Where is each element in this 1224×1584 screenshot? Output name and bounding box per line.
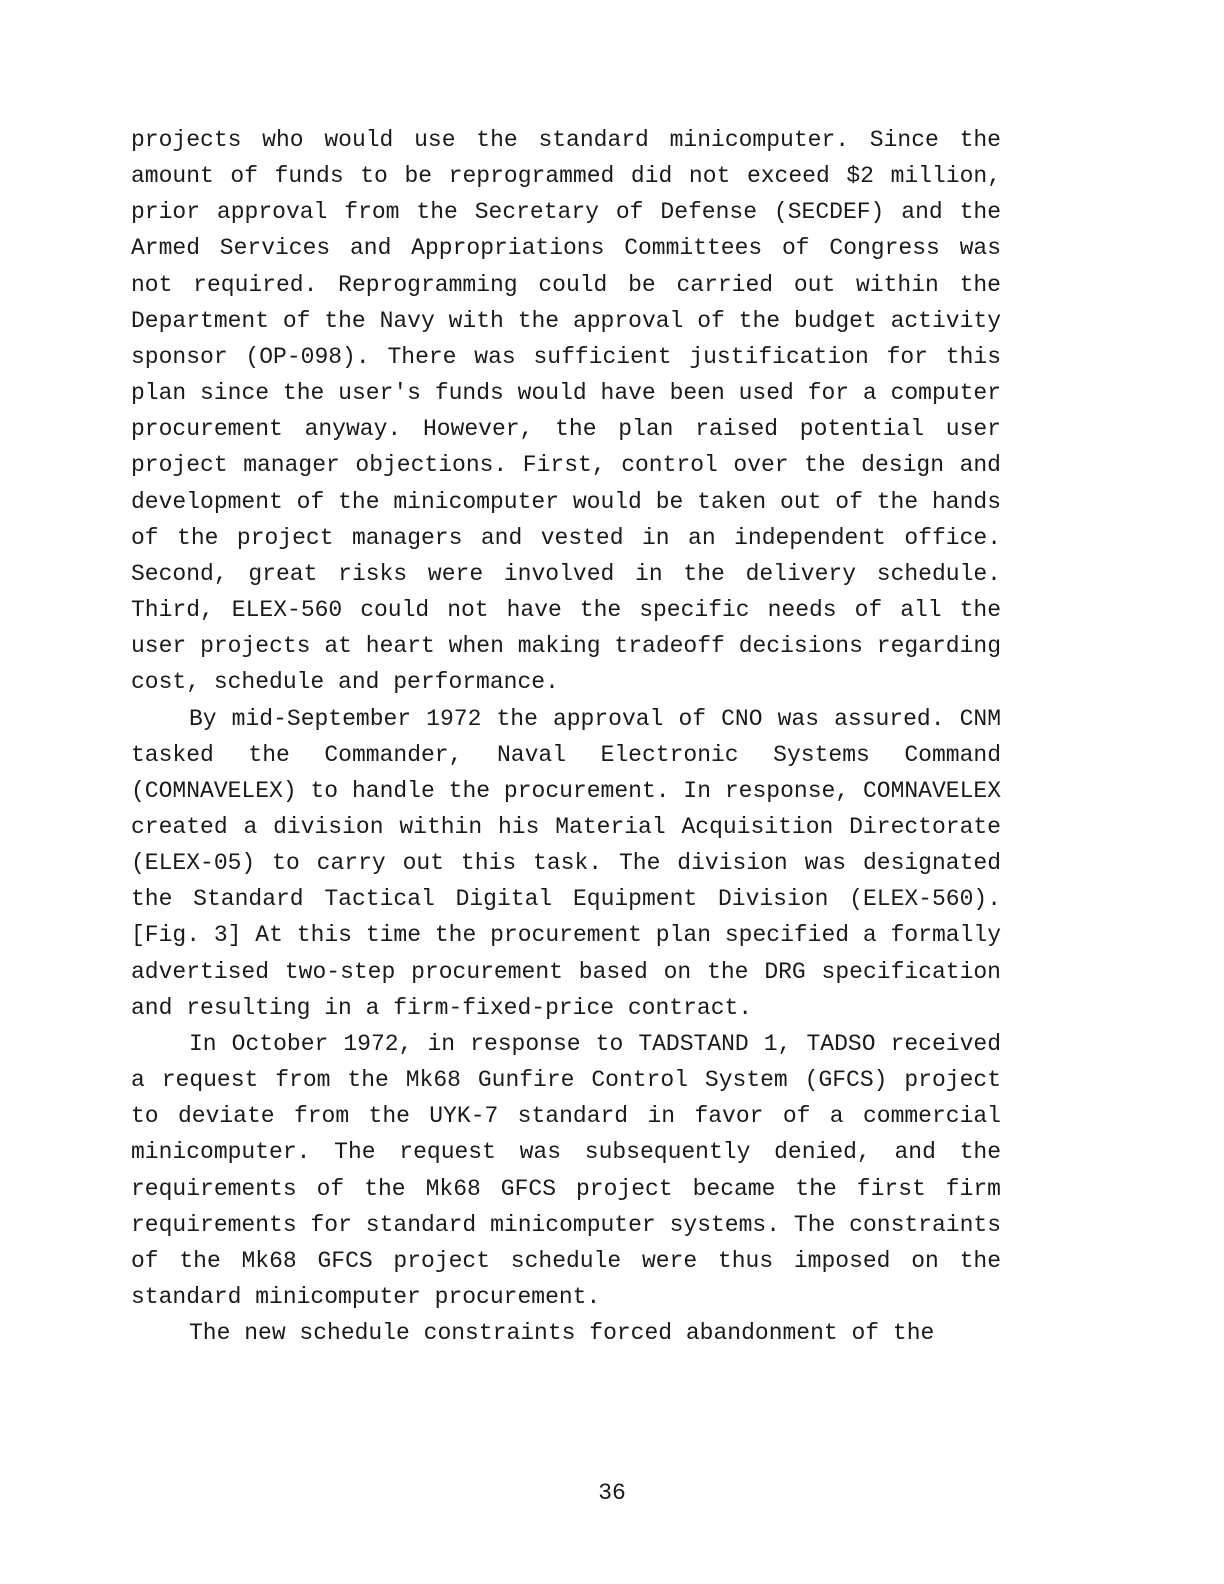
paragraph-mk68-request: In October 1972, in response to TADSTAND 1, TADSO received a request from the Mk68 Gunfire Control System (GFCS) project to deviate from the UYK-7 standard in favor of a commercial minicomputer. The request was subsequently denied, and the requirements of the Mk68 GFCS project became the first firm requirements for standard minicomputer systems. The constraints of the Mk68 GFCS project schedule were thus imposed on the standard minicomputer procurement. bbox=[131, 1030, 1001, 1310]
body-text bbox=[131, 122, 1001, 1351]
paragraph-schedule-constraints: The new schedule constraints forced abandonment of the bbox=[189, 1320, 935, 1347]
paragraph-cno-approval: By mid-September 1972 the approval of CNO was assured. CNM tasked the Commander, Naval Electronic Systems Command (COMNAVELEX) to handle the procurement. In response, COMNAVELEX created a division within his Material Acquisition Directorate (ELEX-05) to carry out this task. The division was designated the Standard Tactical Digital Equipment Division (ELEX-560). [Fig. 3] At this time the procurement plan specified a formally advertised two-step procurement based on the DRG specification and resulting in a firm-fixed-price contract. bbox=[131, 705, 1001, 1021]
paragraph-reprogramming: projects who would use the standard minicomputer. Since the amount of funds to be reprogrammed did not exceed $2 million, prior approval from the Secretary of Defense (SECDEF) and the Armed Services and Appropriations Committees of Congress was not required. Reprogramming could be carried out within the Department of the Navy with the approval of the budget activity sponsor (OP-098). There was sufficient justification for this plan since the user's funds would have been used for a computer procurement anyway. However, the plan raised potential user project manager objections. First, control over the design and development of the minicomputer would be taken out of the hands of the project managers and vested in an independent office. Second, great risks were involved in the delivery schedule. Third, ELEX-560 could not have the specific needs of all the user projects at heart when making tradeoff decisions regarding cost, schedule and performance. bbox=[131, 127, 1001, 696]
page-number: 36 bbox=[598, 1480, 626, 1506]
